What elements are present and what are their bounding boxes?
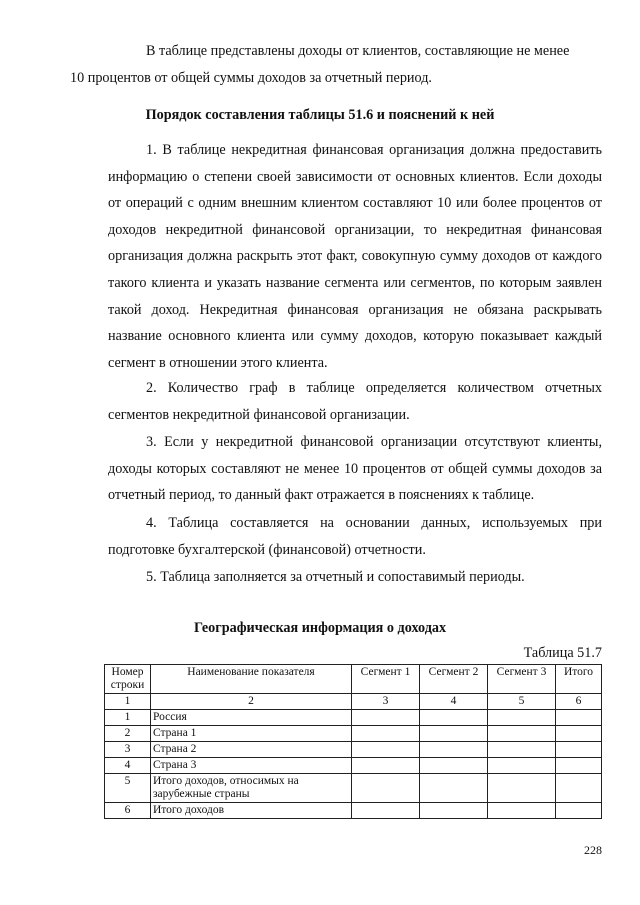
- row-name: Итого доходов: [151, 803, 352, 819]
- column-number: 6: [556, 694, 602, 710]
- row-number: 5: [105, 774, 151, 803]
- cell-empty: [556, 742, 602, 758]
- cell-empty: [488, 758, 556, 774]
- paragraph-4: 4. Таблица составляется на основании данных, используемых при подготовке бухгалтерской (финансовой) отчетности.: [108, 515, 602, 558]
- paragraph-2: 2. Количество граф в таблице определяется количеством отчетных сегментов некредитной финансовой организации.: [108, 380, 602, 423]
- header-segment-1: Сегмент 1: [352, 665, 420, 694]
- table-row: [105, 774, 602, 803]
- cell-empty: [352, 726, 420, 742]
- cell-empty: [488, 710, 556, 726]
- table-row: [105, 803, 602, 819]
- geographic-income-table: [104, 664, 602, 819]
- cell-empty: [488, 742, 556, 758]
- cell-empty: [420, 758, 488, 774]
- header-indicator-name: Наименование показателя: [151, 665, 352, 694]
- cell-empty: [488, 774, 556, 803]
- page-number: 228: [584, 843, 602, 857]
- column-number: 3: [352, 694, 420, 710]
- cell-empty: [420, 710, 488, 726]
- cell-empty: [420, 803, 488, 819]
- row-name: Итого доходов, относимых на зарубежные страны: [151, 774, 352, 803]
- row-number: 4: [105, 758, 151, 774]
- cell-empty: [556, 758, 602, 774]
- row-name: Страна 1: [151, 726, 352, 742]
- header-total: Итого: [556, 665, 602, 694]
- cell-empty: [352, 758, 420, 774]
- row-name: Россия: [151, 710, 352, 726]
- table-caption: Таблица 51.7: [523, 645, 602, 661]
- table-row: [105, 710, 602, 726]
- cell-empty: [352, 742, 420, 758]
- table-row: [105, 758, 602, 774]
- header-segment-3: Сегмент 3: [488, 665, 556, 694]
- cell-empty: [352, 710, 420, 726]
- table-row: [105, 726, 602, 742]
- intro-line-1: В таблице представлены доходы от клиентов, составляющие не менее: [146, 43, 570, 59]
- table-row: [105, 742, 602, 758]
- row-number: 6: [105, 803, 151, 819]
- cell-empty: [420, 774, 488, 803]
- row-name: Страна 3: [151, 758, 352, 774]
- paragraph-1: 1. В таблице некредитная финансовая организация должна предоставить информацию о степени своей зависимости от основных клиентов. Если доходы от операций с одним внешним клиентом составляют 10 или более процентов от доходов некредитной финансовой организации, то некредитная финансовая организация должна раскрыть этот факт, совокупную сумму доходов от каждого такого клиента и указать название сегмента или сегментов, по которым заявлен такой доход. Некредитная финансовая организация не обязана раскрывать название основного клиента или сумму доходов, которую показывает каждый сегмент в отношении этого клиента.: [108, 142, 602, 371]
- column-number: 4: [420, 694, 488, 710]
- intro-line-2: 10 процентов от общей суммы доходов за отчетный период.: [70, 69, 432, 86]
- cell-empty: [352, 774, 420, 803]
- cell-empty: [556, 803, 602, 819]
- paragraph-3: 3. Если у некредитной финансовой организации отсутствуют клиенты, доходы которых составляют не менее 10 процентов от общей суммы доходов за отчетный период, то данный факт отражается в пояснениях к таблице.: [108, 434, 602, 504]
- header-segment-2: Сегмент 2: [420, 665, 488, 694]
- column-number: 1: [105, 694, 151, 710]
- paragraph-5: 5. Таблица заполняется за отчетный и сопоставимый периоды.: [146, 569, 525, 585]
- cell-empty: [488, 726, 556, 742]
- row-number: 2: [105, 726, 151, 742]
- section-heading: Порядок составления таблицы 51.6 и пояснений к ней: [145, 107, 495, 123]
- cell-empty: [420, 742, 488, 758]
- cell-empty: [556, 710, 602, 726]
- row-number: 3: [105, 742, 151, 758]
- column-number: 2: [151, 694, 352, 710]
- row-number: 1: [105, 710, 151, 726]
- cell-empty: [556, 774, 602, 803]
- intro-paragraph: [70, 38, 602, 91]
- cell-empty: [488, 803, 556, 819]
- column-number-row: [105, 694, 602, 710]
- header-row-number: Номер строки: [105, 665, 151, 694]
- cell-empty: [352, 803, 420, 819]
- cell-empty: [556, 726, 602, 742]
- table-heading: Географическая информация о доходах: [193, 620, 447, 636]
- row-name: Страна 2: [151, 742, 352, 758]
- cell-empty: [420, 726, 488, 742]
- table-header-row: [105, 665, 602, 694]
- column-number: 5: [488, 694, 556, 710]
